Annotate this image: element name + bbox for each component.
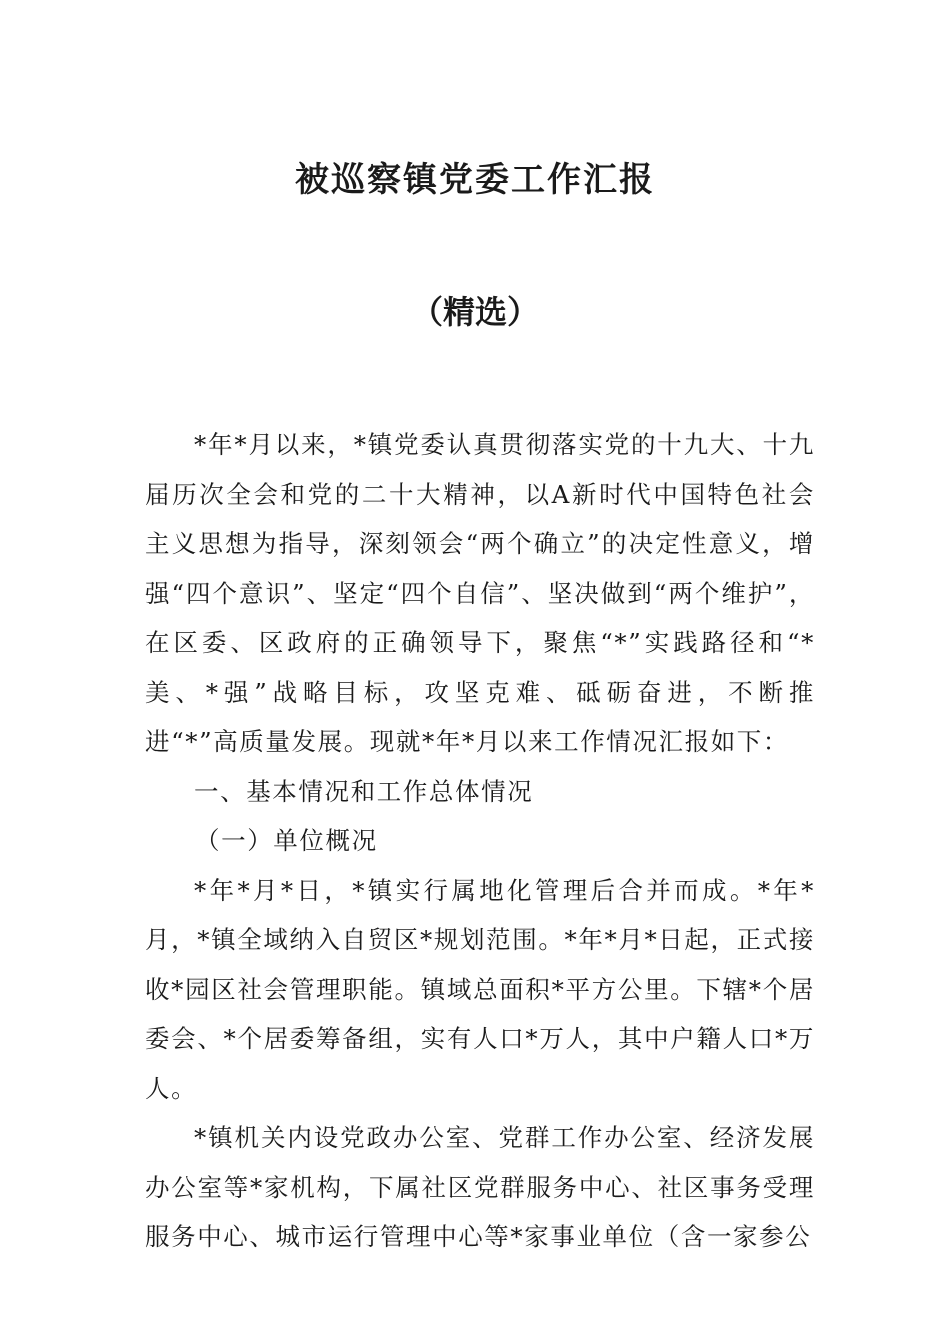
organization-paragraph: *镇机关内设党政办公室、党群工作办公室、经济发展办公室等*家机构，下属社区党群服务中心、社区事务受理服务中心、城市运行管理中心等*家事业单位（含一家参公	[145, 1123, 815, 1251]
document-body	[145, 420, 815, 1262]
section-heading: 一、基本情况和工作总体情况	[194, 776, 534, 806]
document-subtitle: （精选）	[410, 293, 539, 331]
subsection-heading: （一）单位概况	[195, 826, 378, 855]
overview-paragraph: *年*月*日，*镇实行属地化管理后合并而成。*年*月，*镇全域纳入自贸区*规划范围。*年*月*日起，正式接收*园区社会管理职能。镇域总面积*平方公里。下辖*个居委会、*个居委筹备组，实有人口*万人，其中户籍人口*万人。	[145, 875, 815, 1103]
intro-paragraph: *年*月以来，*镇党委认真贯彻落实党的十九大、十九届历次全会和党的二十大精神，以A新时代中国特色社会主义思想为指导，深刻领会“两个确立”的决定性意义，增强“四个意识”、坚定“四个自信”、坚决做到“两个维护”，在区委、区政府的正确领导下，聚焦“*”实践路径和“*美、*强”战略目标，攻坚克难、砥砺奋进，不断推进“*”高质量发展。现就*年*月以来工作情况汇报如下：	[145, 430, 815, 756]
document-title: 被巡察镇党委工作汇报	[295, 160, 655, 200]
